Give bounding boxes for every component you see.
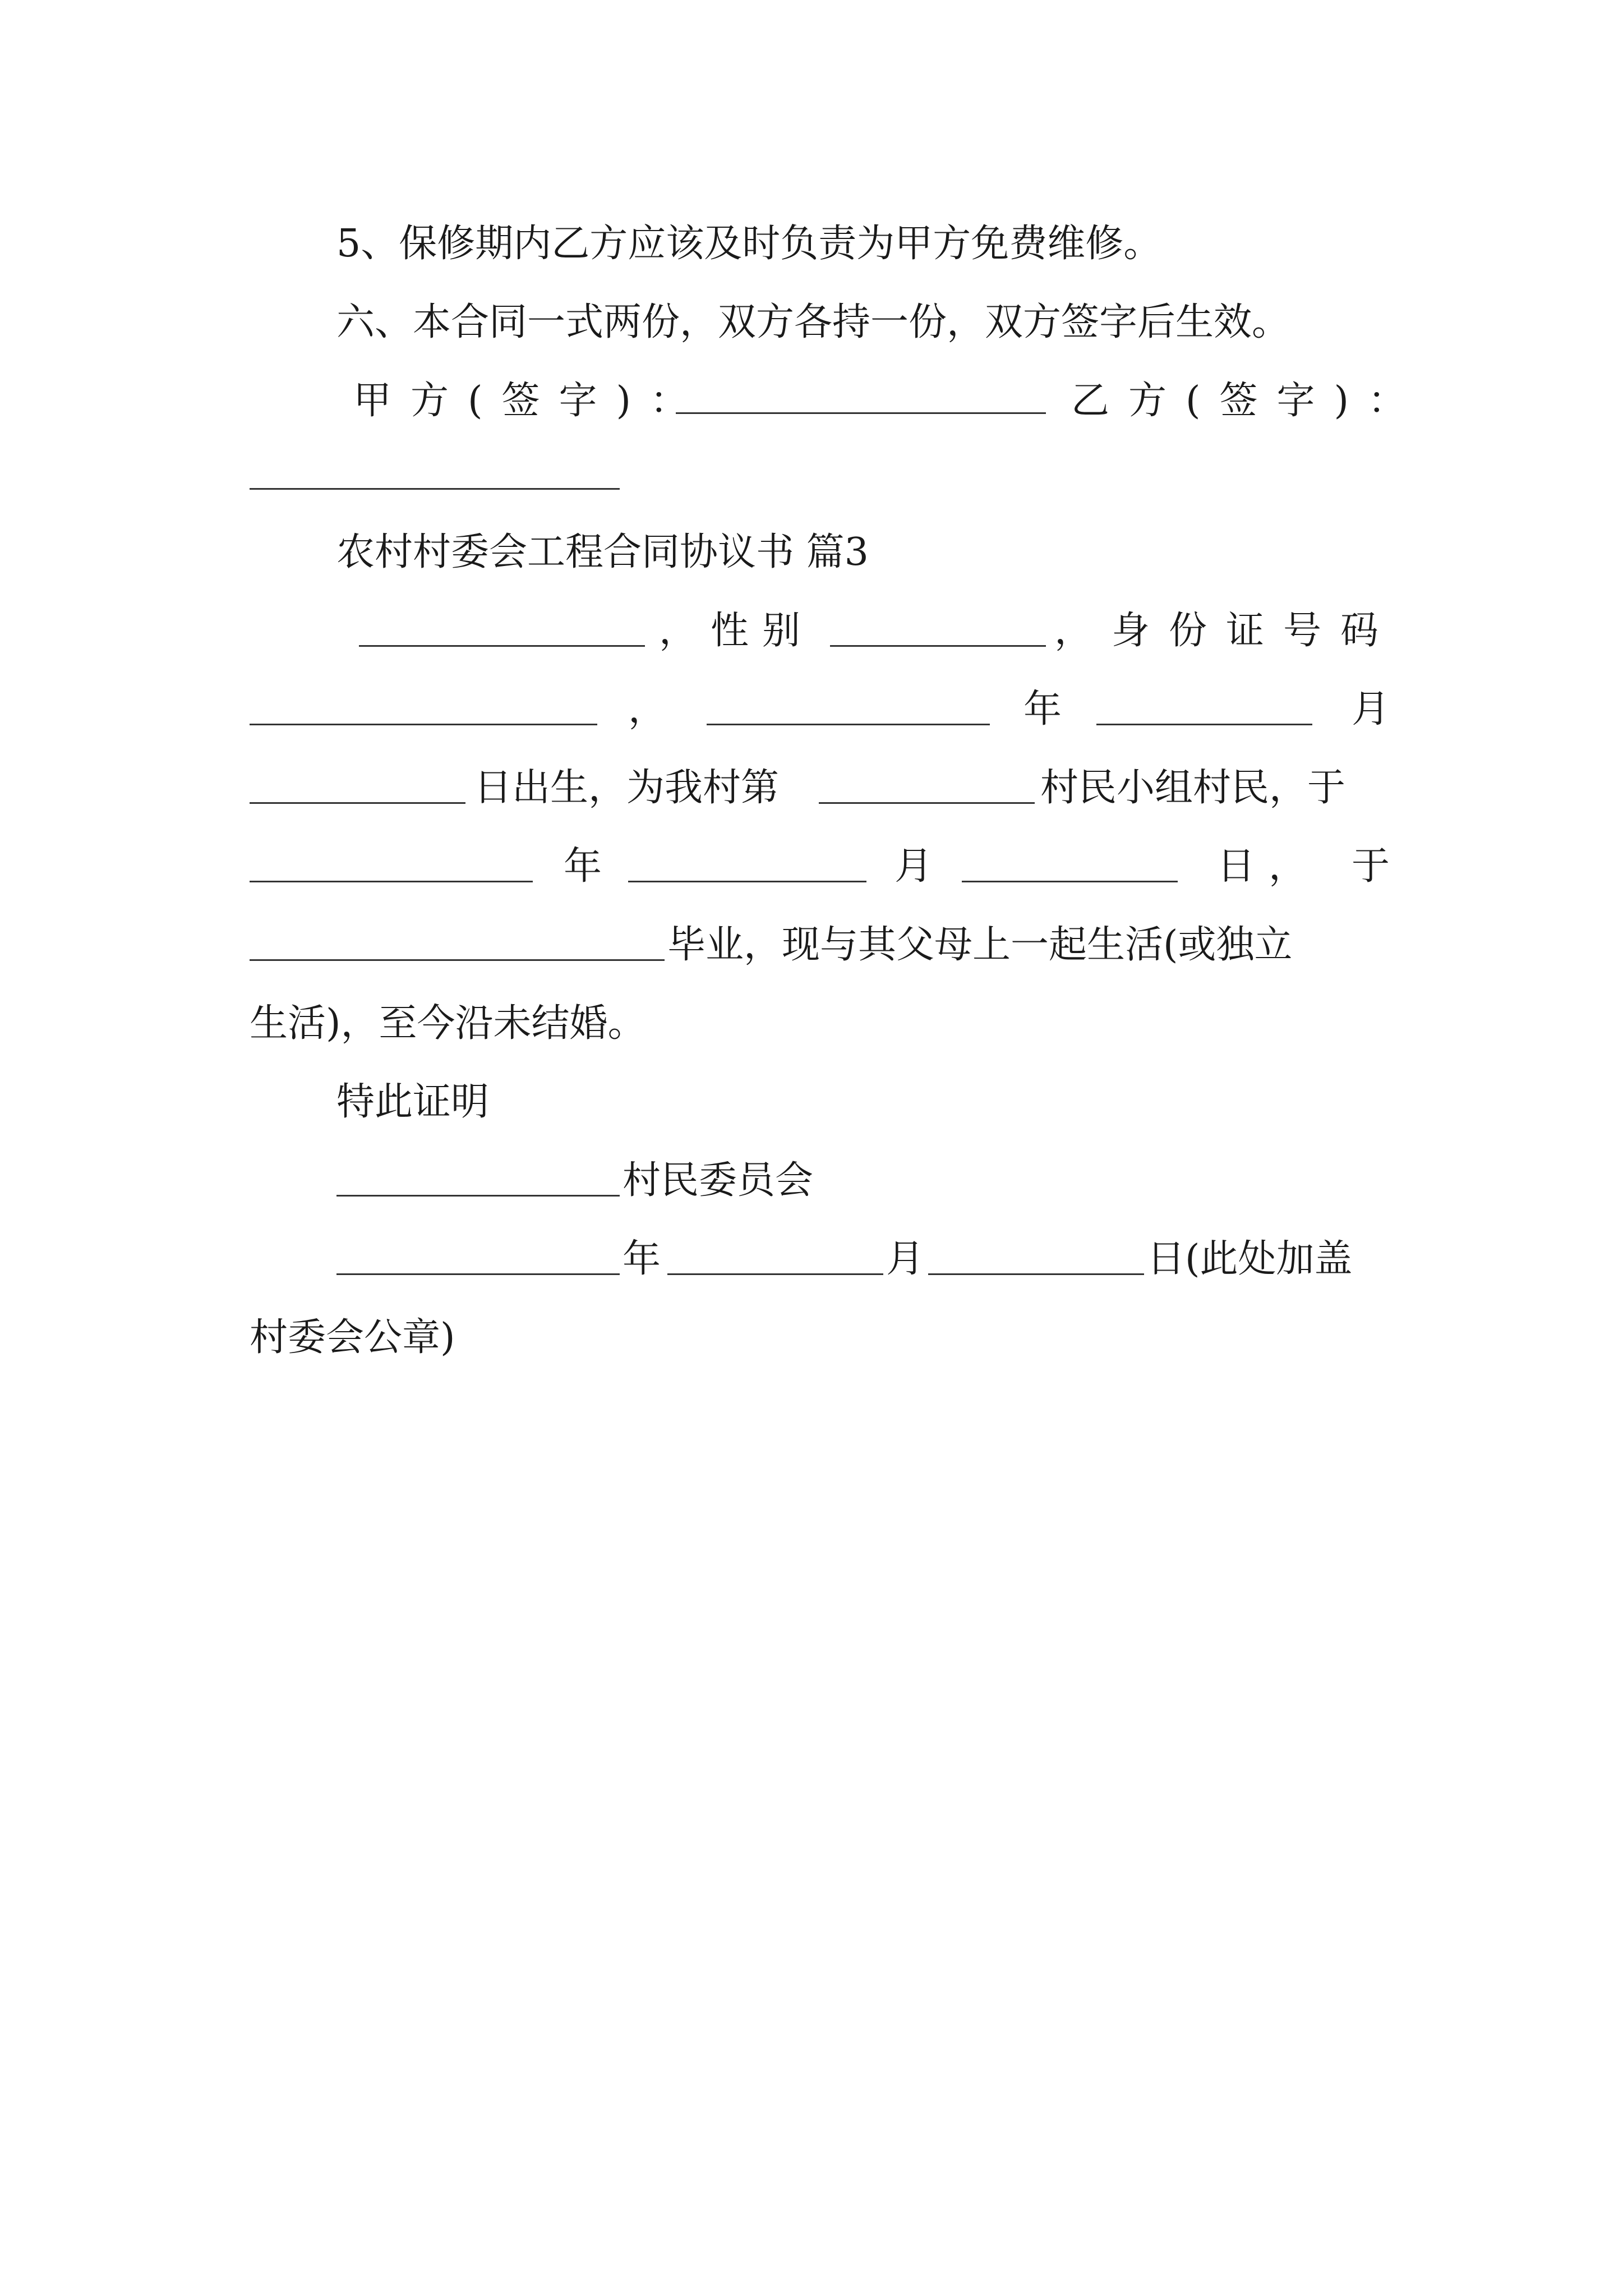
year-text: 年: [1023, 687, 1062, 731]
gender-text: ，性别: [659, 609, 814, 653]
party-a-label: 甲方(签字)：: [353, 379, 708, 423]
grad-day-blank: [962, 881, 1178, 882]
month2-text: 月: [895, 844, 933, 889]
graduate-text: 毕业，现与其父母上一起生活(或独立: [667, 923, 1293, 967]
date-day-blank: [928, 1273, 1144, 1275]
birth-day-blank: [250, 802, 465, 804]
grad-year-blank: [250, 881, 533, 882]
date-month-text: 月: [886, 1237, 925, 1281]
signature-party-b: [1071, 373, 1425, 429]
id-text: ，身份证号码: [1054, 609, 1398, 653]
graduate-label: [667, 917, 1293, 973]
born-label: [474, 760, 779, 816]
party-b-label: 乙方(签字)：: [1071, 379, 1426, 423]
year2-label: [564, 839, 602, 895]
date-year-text: 年: [623, 1237, 661, 1281]
month-text: 月: [1352, 687, 1390, 731]
heading-text: 农村村委会工程合同协议书 篇3: [336, 530, 869, 574]
yu-label: [1352, 839, 1390, 895]
clause-6: [336, 295, 1290, 351]
section-heading: [336, 524, 869, 581]
party-b-signature-blank: [250, 488, 620, 490]
date-day-label: [1147, 1231, 1353, 1287]
gender-label: [659, 603, 814, 659]
seal-line: [250, 1310, 455, 1366]
certify-line: [336, 1074, 489, 1130]
certify-text: 特此证明: [336, 1080, 490, 1124]
committee-line: [623, 1153, 813, 1209]
yu-text: 于: [1352, 844, 1390, 889]
school-blank: [250, 959, 665, 961]
date-year-label: [623, 1231, 661, 1287]
name-blank: [359, 645, 645, 647]
date-month-label: [886, 1231, 924, 1287]
day2-text: 日，: [1217, 844, 1321, 889]
party-a-signature-blank: [676, 412, 1046, 414]
id-label: [1054, 603, 1398, 659]
grad-month-blank: [628, 881, 866, 882]
birth-month-blank: [1096, 724, 1312, 725]
living-line: [250, 996, 646, 1052]
date-day-text: 日(此处加盖: [1147, 1237, 1353, 1281]
clause-5-text: 5、保修期内乙方应该及时负责为甲方免费维修。: [336, 222, 1162, 266]
comma-1-text: ，: [628, 687, 667, 731]
date-month-blank: [667, 1273, 883, 1275]
living-text: 生活)，至今沿未结婚。: [250, 1001, 646, 1046]
clause-6-text: 六、本合同一式两份，双方各持一份，双方签字后生效。: [336, 300, 1290, 344]
comma-1: [628, 682, 666, 738]
committee-text: 村民委员会: [623, 1158, 814, 1203]
birth-year-blank: [707, 724, 990, 725]
year-label: [1023, 682, 1062, 738]
day2-label: [1217, 839, 1320, 895]
group-number-blank: [819, 802, 1035, 804]
villager-label: [1040, 760, 1345, 816]
date-year-blank: [336, 1273, 620, 1275]
month-label: [1352, 682, 1390, 738]
year2-text: 年: [564, 844, 602, 889]
villager-text: 村民小组村民，于: [1040, 766, 1346, 810]
seal-text: 村委会公章): [250, 1315, 455, 1360]
clause-5: [336, 216, 1161, 272]
born-text: 日出生，为我村第: [474, 766, 780, 810]
month2-label: [895, 839, 933, 895]
id-number-blank: [250, 724, 597, 725]
gender-blank: [830, 645, 1046, 647]
signature-party-a: [353, 373, 707, 429]
village-name-blank: [336, 1195, 620, 1197]
